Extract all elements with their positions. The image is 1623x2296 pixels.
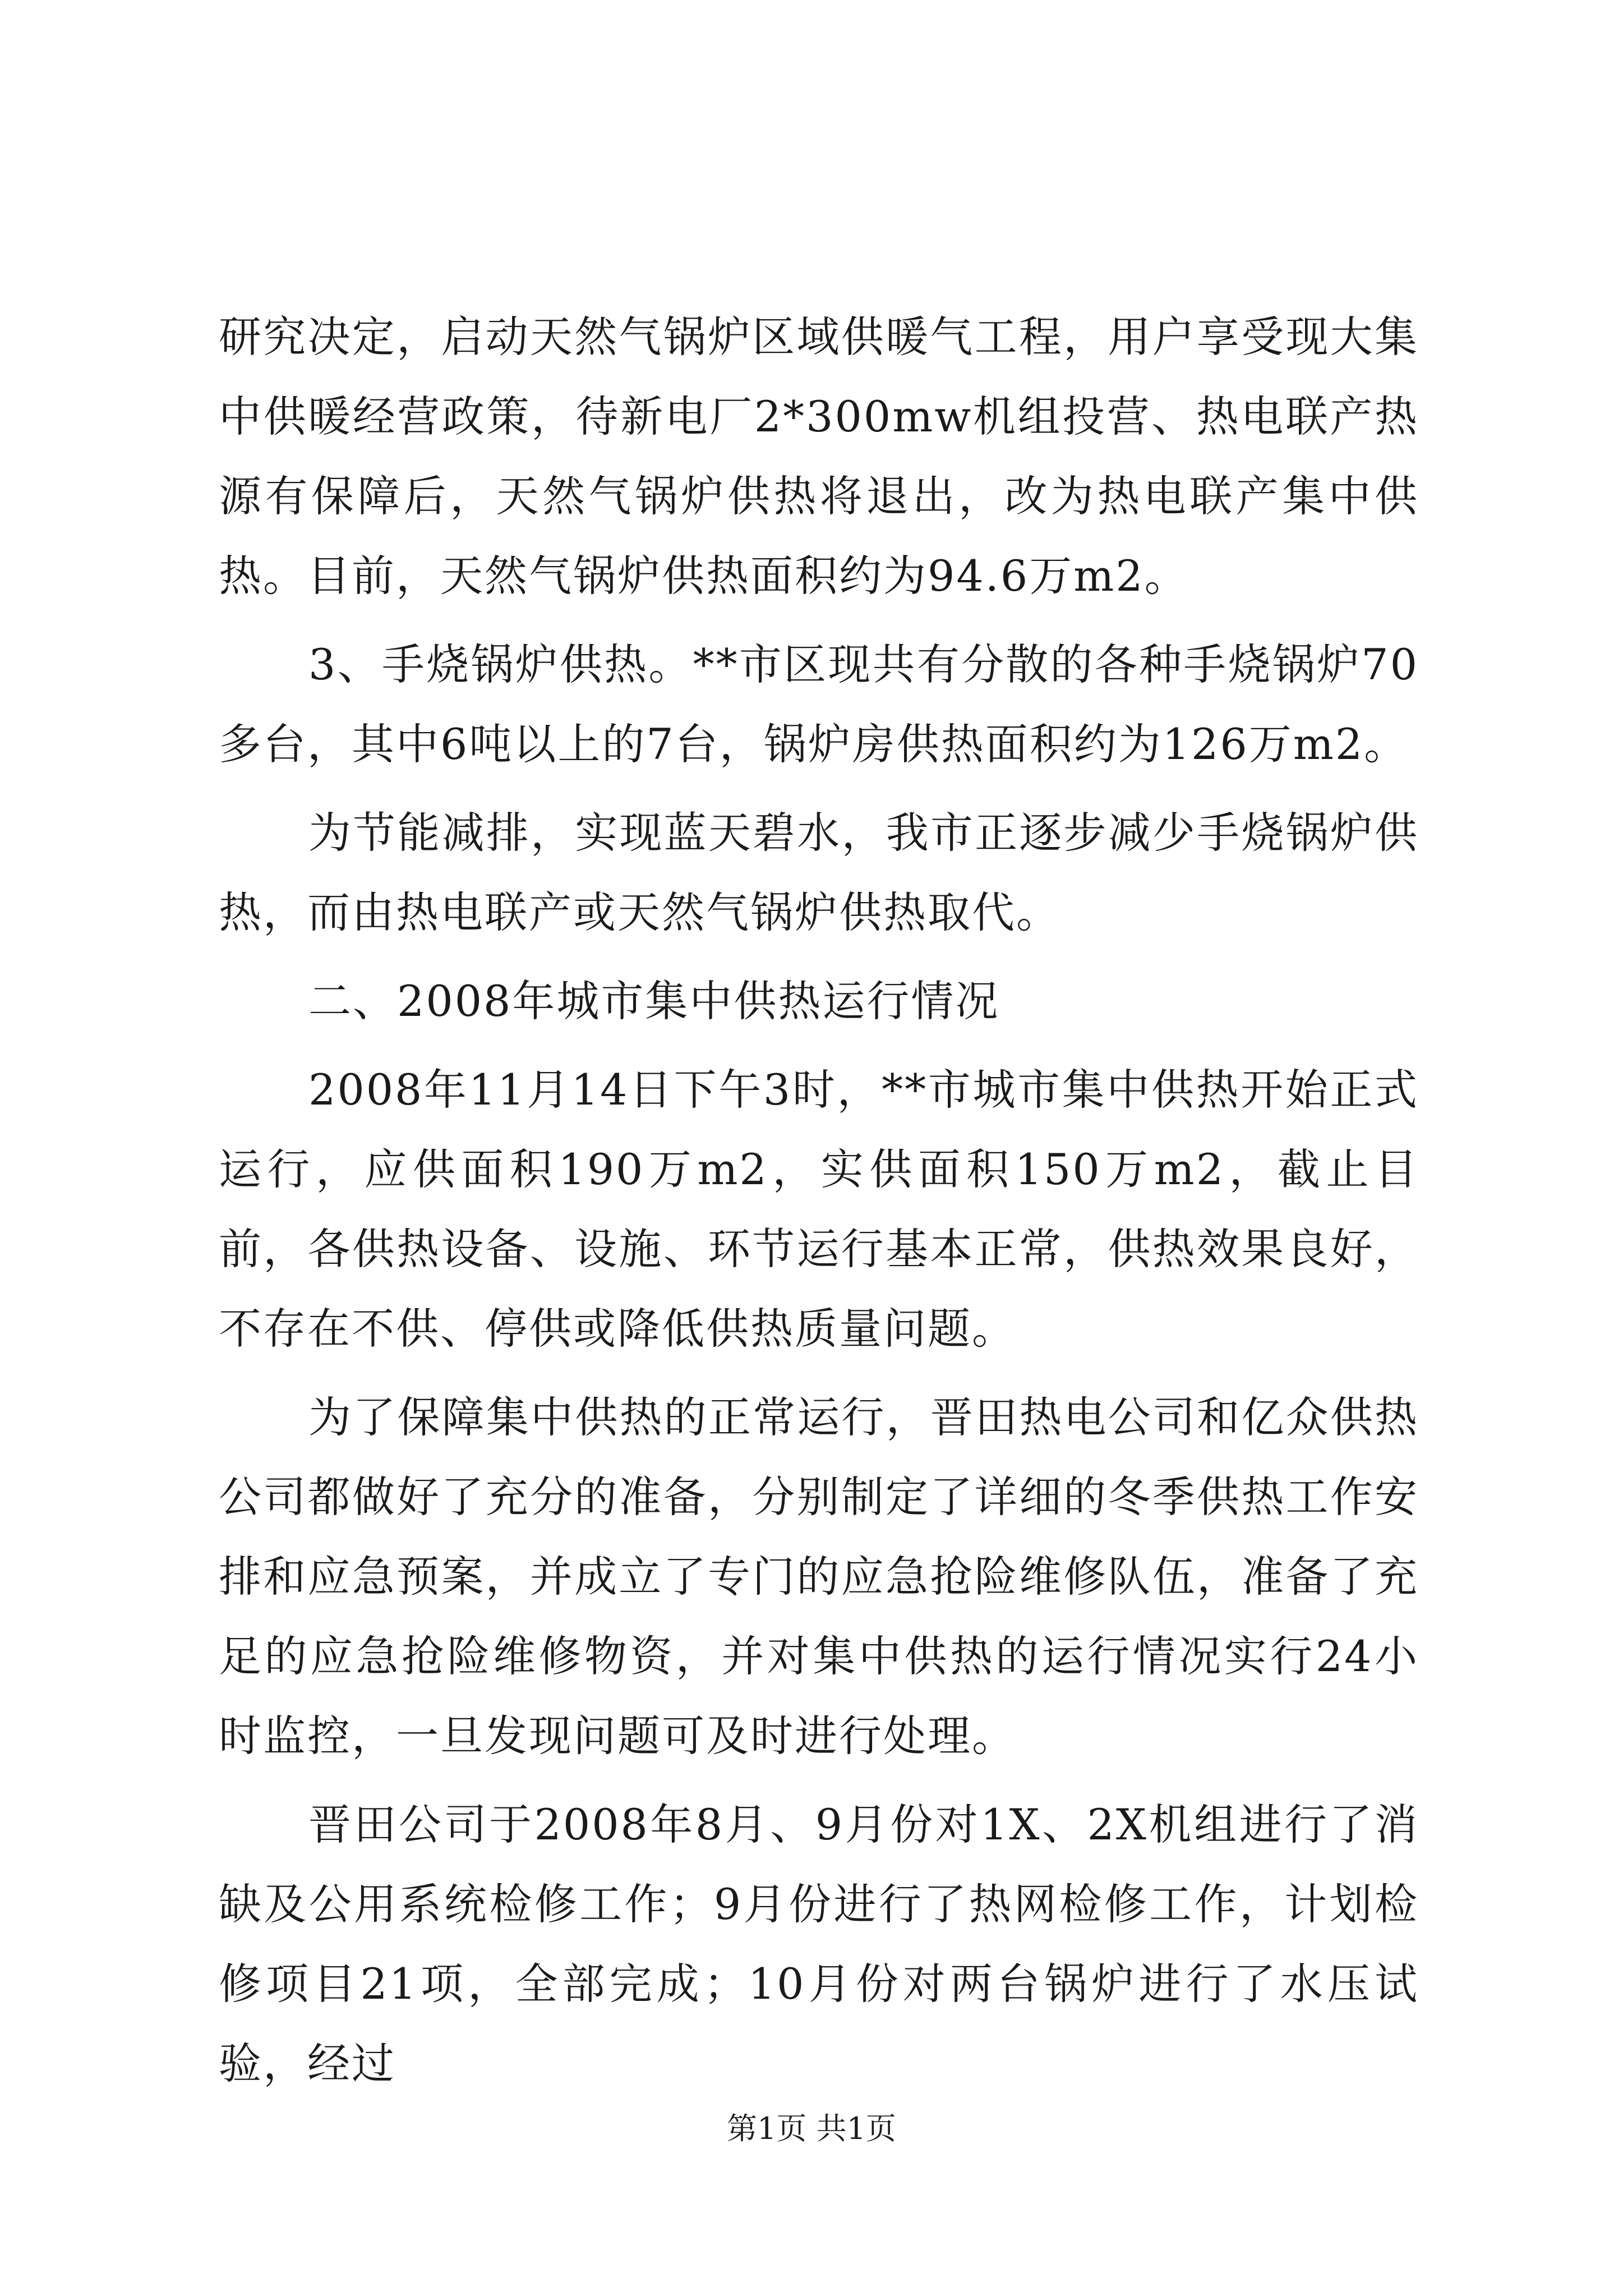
paragraph-6: 为了保障集中供热的正常运行，晋田热电公司和亿众供热公司都做好了充分的准备，分别制定了详细的冬季供热工作安排和应急预案，并成立了专门的应急抢险维修队伍，准备了充足的应急抢险维修物资，并对集中供热的运行情况实行24小时监控，一旦发现问题可及时进行处理。 <box>219 1392 1419 1761</box>
paragraph-5: 2008年11月14日下午3时，**市城市集中供热开始正式运行，应供面积190万m2，实供面积150万m2，截止目前，各供热设备、设施、环节运行基本正常，供热效果良好，不存在不供、停供或降低供热质量问题。 <box>219 1065 1419 1354</box>
paragraph-3: 为节能减排，实现蓝天碧水，我市正逐步减少手烧锅炉供热，而由热电联产或天然气锅炉供热取代。 <box>219 808 1419 937</box>
page-footer: 第1页 共1页 <box>727 2111 896 2146</box>
document-body <box>219 297 1419 2113</box>
paragraph-1: 研究决定，启动天然气锅炉区域供暖气工程，用户享受现大集中供暖经营政策，待新电厂2*300mw机组投营、热电联产热源有保障后，天然气锅炉供热将退出，改为热电联产集中供热。目前，天然气锅炉供热面积约为94.6万m2。 <box>219 312 1419 601</box>
section-heading: 二、2008年城市集中供热运行情况 <box>308 976 1000 1026</box>
paragraph-2: 3、手烧锅炉供热。**市区现共有分散的各种手烧锅炉70多台，其中6吨以上的7台，锅炉房供热面积约为126万m2。 <box>219 639 1419 769</box>
paragraph-7: 晋田公司于2008年8月、9月份对1X、2X机组进行了消缺及公用系统检修工作；9月份进行了热网检修工作，计划检修项目21项，全部完成；10月份对两台锅炉进行了水压试验，经过 <box>219 1800 1419 2088</box>
